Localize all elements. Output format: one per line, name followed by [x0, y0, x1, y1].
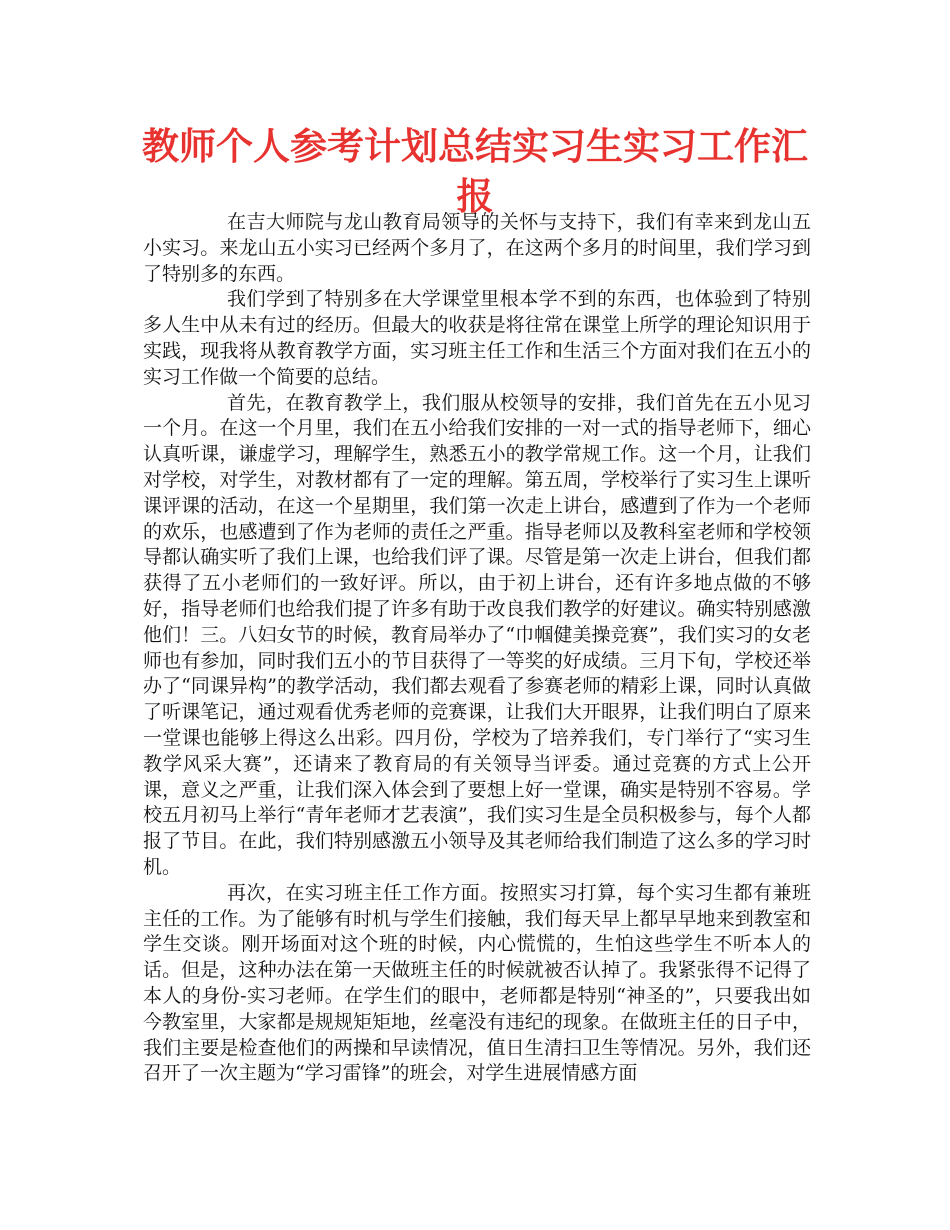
- document-title: 教师个人参考计划总结实习生实习工作汇报: [142, 125, 808, 218]
- document-body: [143, 210, 811, 1087]
- paragraph-overview: 我们学到了特别多在大学课堂里根本学不到的东西，也体验到了特别多人生中从未有过的经历。但最大的收获是将往常在课堂上所学的理论知识用于实践，现我将从教育教学方面，实习班主任工作和生活三个方面对我们在五小的实习工作做一个简要的总结。: [143, 288, 811, 388]
- paragraph-class-teacher: 再次，在实习班主任工作方面。按照实习打算，每个实习生都有兼班主任的工作。为了能够有时机与学生们接触，我们每天早上都早早地来到教室和学生交谈。刚开场面对这个班的时候，内心慌慌的，生怕这些学生不听本人的话。但是，这种办法在第一天做班主任的时候就被否认掉了。我紧张得不记得了本人的身份-实习老师。在学生们的眼中，老师都是特别“神圣的”，只要我出如今教室里，大家都是规规矩矩地，丝毫没有违纪的现象。在做班主任的日子中，我们主要是检查他们的两操和早读情况，值日生清扫卫生等情况。另外，我们还召开了一次主题为“学习雷锋”的班会，对学生进展情感方面: [143, 881, 811, 1085]
- paragraph-teaching: 首先，在教育教学上，我们服从校领导的安排，我们首先在五小见习一个月。在这一个月里，我们在五小给我们安排的一对一式的指导老师下，细心认真听课，谦虚学习，理解学生，熟悉五小的教学常规工作。这一个月，让我们对学校，对学生，对教材都有了一定的理解。第五周，学校举行了实习生上课听课评课的活动，在这一个星期里，我们第一次走上讲台，感遭到了作为一个老师的欢乐，也感遭到了作为老师的责任之严重。指导老师以及教科室老师和学校领导都认确实听了我们上课，也给我们评了课。尽管是第一次走上讲台，但我们都获得了五小老师们的一致好评。所以，由于初上讲台，还有许多地点做的不够好，指导老师们也给我们提了许多有助于改良我们教学的好建议。确实特别感激他们！三。八妇女节的时候，教育局举办了“巾帼健美操竞赛”，我们实习的女老师也有参加，同时我们五小的节目获得了一等奖的好成绩。三月下旬，学校还举办了“同课异构”的教学活动，我们都去观看了参赛老师的精彩上课，同时认真做了听课笔记，通过观看优秀老师的竞赛课，让我们大开眼界，让我们明白了原来一堂课也能够上得这么出彩。四月份，学校为了培养我们，专门举行了“实习生教学风采大赛”，还请来了教育局的有关领导当评委。通过竞赛的方式上公开课，意义之严重，让我们深入体会到了要想上好一堂课，确实是特别不容易。学校五月初马上举行“青年老师才艺表演”，我们实习生是全员积极参与，每个人都报了节目。在此，我们特别感激五小领导及其老师给我们制造了这么多的学习时机。: [143, 391, 811, 878]
- paragraph-intro: 在吉大师院与龙山教育局领导的关怀与支持下，我们有幸来到龙山五小实习。来龙山五小实习已经两个多月了，在这两个多月的时间里，我们学习到了特别多的东西。: [143, 211, 811, 285]
